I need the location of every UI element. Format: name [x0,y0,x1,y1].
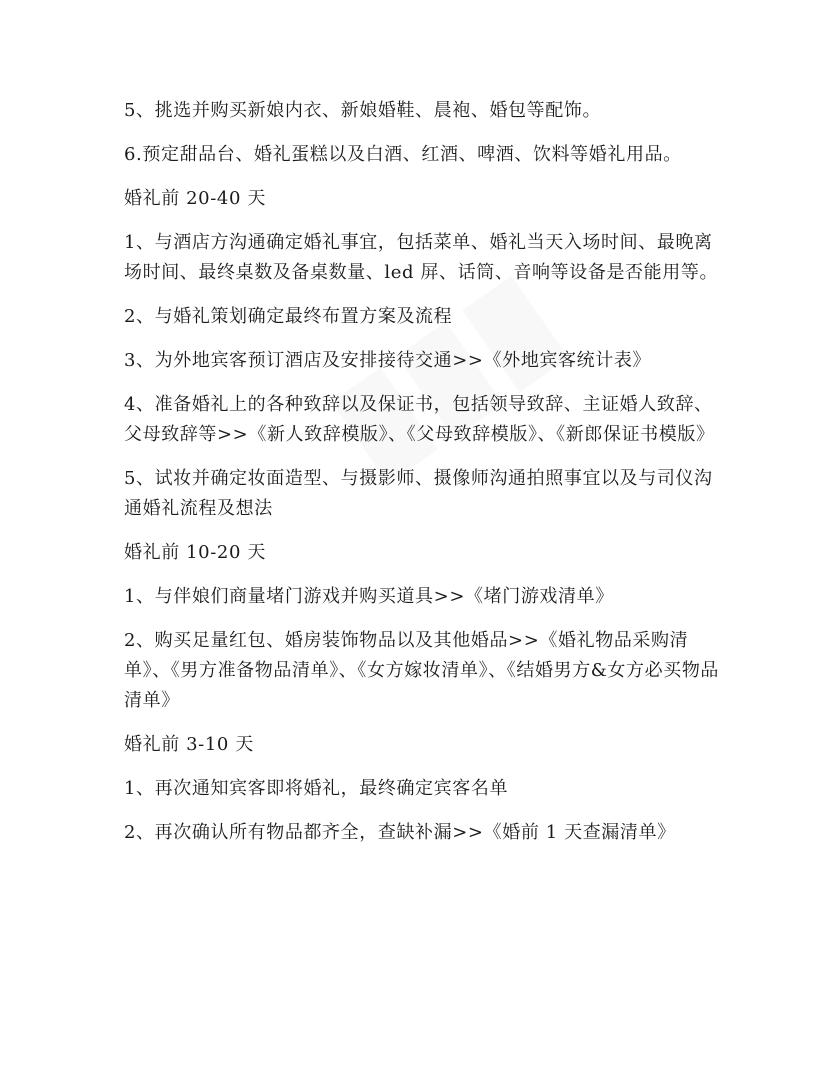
section-heading: 婚礼前 10-20 天 [124,542,266,563]
list-item: 2、再次确认所有物品都齐全，查缺补漏>>《婚前 1 天查漏清单》 [124,822,676,843]
list-item: 6.预定甜品台、婚礼蛋糕以及白酒、红酒、啤酒、饮料等婚礼用品。 [124,144,682,165]
list-item: 1、与伴娘们商量堵门游戏并购买道具>>《堵门游戏清单》 [124,586,614,607]
list-item: 2、与婚礼策划确定最终布置方案及流程 [124,306,453,327]
list-item: 3、为外地宾客预订酒店及安排接待交通>>《外地宾客统计表》 [124,350,652,371]
section-heading: 婚礼前 20-40 天 [124,188,266,209]
document-body [124,96,724,862]
list-item: 5、挑选并购买新娘内衣、新娘婚鞋、晨袍、婚包等配饰。 [124,100,602,121]
section-heading: 婚礼前 3-10 天 [124,734,254,755]
list-item: 1、与酒店方沟通确定婚礼事宜，包括菜单、婚礼当天入场时间、最晚离场时间、最终桌数及备桌数量、led 屏、话筒、音响等设备是否能用等。 [124,232,719,283]
list-item: 2、购买足量红包、婚房装饰物品以及其他婚品>>《婚礼物品采购清单》、《男方准备物品清单》、《女方嫁妆清单》、《结婚男方&女方必买物品清单》 [124,630,720,711]
list-item: 1、再次通知宾客即将婚礼，最终确定宾客名单 [124,778,509,799]
list-item: 5、试妆并确定妆面造型、与摄影师、摄像师沟通拍照事宜以及与司仪沟通婚礼流程及想法 [124,468,713,519]
list-item: 4、准备婚礼上的各种致辞以及保证书，包括领导致辞、主证婚人致辞、父母致辞等>>《新人致辞模版》、《父母致辞模版》、《新郎保证书模版》 [124,394,715,445]
